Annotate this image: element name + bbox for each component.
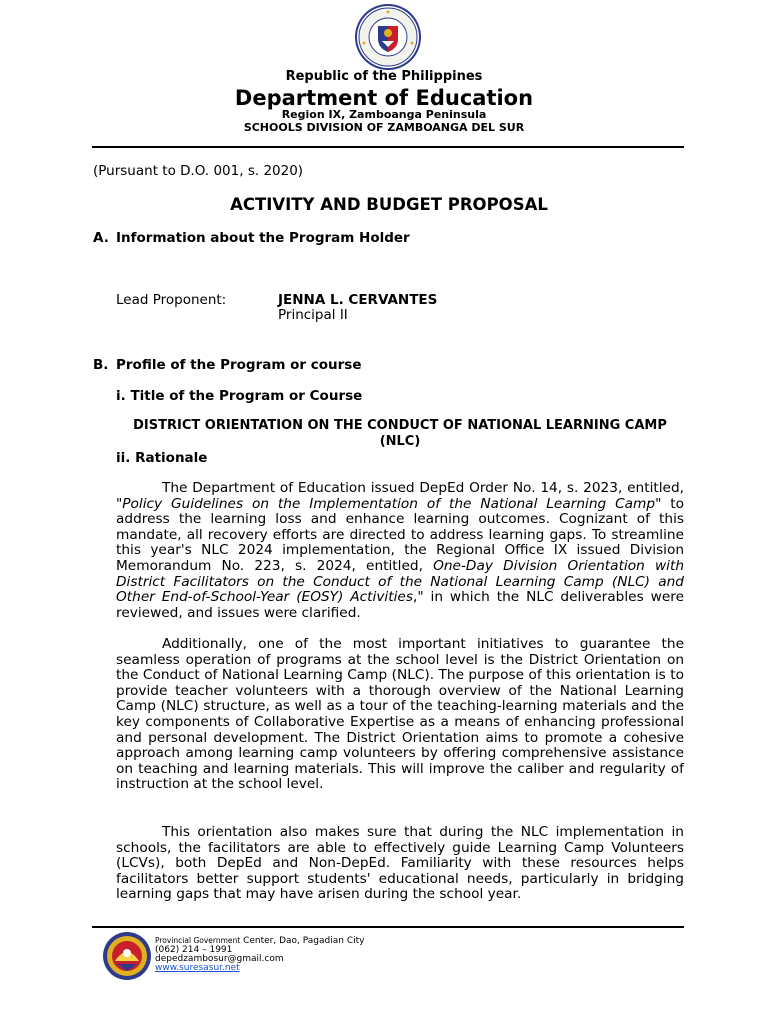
footer-address: Center, Dao, Pagadian City [240,936,365,946]
rationale-paragraph-2: Additionally, one of the most important initiatives to guarantee the seamless operation of programs at the school level is the District Orientation on the Conduct of National Learning Camp (NLC). The purpose of this orientation is to provide teacher volunteers with a thorough overview of the National Learning Camp (NLC) structure, as well as a tour of the teaching-learning materials and the key components of Collaborative Expertise as a means of enhancing professional and personal development. The District Orientation aims to promote a cohesive approach among learning camp volunteers by offering comprehensive assistance on teaching and learning materials. This will improve the caliber and regularity of instruction at the school level. [116,636,684,793]
subsection-title-heading: i. Title of the Program or Course [116,388,363,404]
rationale-p1-italic-policy: Policy Guidelines on the Implementation of the National Learning Camp [122,495,656,512]
lead-proponent-position: Principal II [278,307,348,323]
section-a-heading [93,229,410,247]
rationale-paragraph-3: This orientation also makes sure that during the NLC implementation in schools, the facilitators are able to effectively guide Learning Camp Volunteers (LCVs), both DepEd and Non-DepEd. Familiarity with these resources helps facilitators better support students' educational needs, particularly in bridging learning gaps that may have arisen during the school year. [116,824,684,903]
rationale-p1-text-e: ," in which the NLC deliverables were reviewed, and issues were clarified. [116,589,684,621]
lead-proponent-name: JENNA L. CERVANTES [278,292,438,308]
section-b-text: Profile of the Program or course [116,357,362,373]
program-title: DISTRICT ORIENTATION ON THE CONDUCT OF NATIONAL LEARNING CAMP (NLC) [133,418,667,449]
rationale-p1-text-a: The Department of Education issued DepEd Order No. 14, s. 2023, entitled, " [116,480,684,512]
division-logo [101,931,153,981]
footer-phone: (062) 214 – 1991 [155,945,233,955]
region-heading: Region IX, Zamboanga Peninsula [281,108,487,121]
document-title: ACTIVITY AND BUDGET PROPOSAL [230,195,548,214]
rationale-paragraph-1 [116,481,684,621]
rationale-p1-text-c: " to address the learning loss and enhance learning outcomes. Cognizant of this mandate, all recovery efforts are directed to address learning gaps. To streamline this year's NLC 2024 implementation, the Regional Office IX issued Division Memorandum No. 223, s. 2024, entitled, [116,495,685,574]
deped-seal-logo [354,3,422,71]
subsection-rationale-heading: ii. Rationale [116,450,208,466]
section-b-letter: B. [93,357,109,373]
republic-heading: Republic of the Philippines [285,69,483,84]
pursuant-note: (Pursuant to D.O. 001, s. 2020) [93,163,304,179]
footer-divider [92,926,684,928]
footer-website-link[interactable]: www.suresasur.net [155,963,240,973]
section-a-text: Information about the Program Holder [116,230,410,246]
department-heading: Department of Education [234,86,534,110]
footer-address-prefix: Provincial Government [155,936,241,945]
header-divider [92,146,684,148]
division-heading: SCHOOLS DIVISION OF ZAMBOANGA DEL SUR [243,121,525,134]
rationale-p1-italic-memo: One-Day Division Orientation with District Facilitators on the Conduct of the National Learning Camp (NLC) and Other End-of-School-Year (EOSY) Activities [116,557,684,606]
section-a-letter: A. [93,230,109,246]
footer-contact [155,936,364,973]
section-b-heading [93,356,361,374]
lead-proponent-label: Lead Proponent: [116,292,227,308]
footer-email: depedzambosur@gmail.com [155,954,284,964]
